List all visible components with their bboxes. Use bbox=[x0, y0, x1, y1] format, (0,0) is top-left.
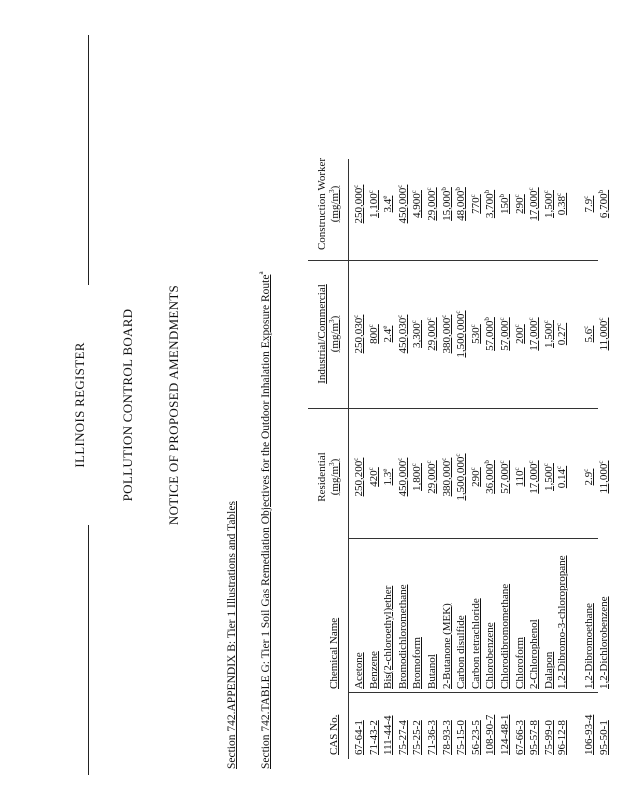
table-title bbox=[257, 271, 272, 769]
chemical-name-cell: Carbon tetrachloride bbox=[469, 598, 482, 689]
residential-value-cell: 1,500,000$^c$ bbox=[454, 453, 468, 501]
industrial-value-cell: 57,000$^c$ bbox=[498, 317, 511, 351]
residential-value-cell: 450,000$^c$ bbox=[395, 457, 409, 497]
table-row bbox=[454, 159, 469, 759]
construction-value-cell: 450,000$^c$ bbox=[395, 184, 409, 224]
table-row bbox=[597, 159, 612, 759]
construction-value-cell: 48,000$^b$ bbox=[454, 187, 468, 221]
table-row bbox=[556, 159, 582, 759]
table-title-footnote: a bbox=[257, 271, 265, 275]
construction-value-cell: 29,000$^c$ bbox=[425, 187, 438, 221]
cas-number-cell: 124-48-1 bbox=[499, 714, 511, 755]
table-row bbox=[352, 159, 367, 759]
column-header-chemical-name: Chemical Name bbox=[328, 617, 340, 689]
industrial-value-cell: 530$^c$ bbox=[468, 324, 482, 344]
chemical-name-cell: Butanol bbox=[426, 654, 438, 689]
cas-number-cell: 75-27-4 bbox=[396, 720, 409, 755]
construction-value-cell: 7.9$^c$ bbox=[582, 195, 596, 213]
chemical-name-cell: 1,2-Dichlorobenzene bbox=[598, 596, 610, 689]
cas-number-cell: 67-64-1 bbox=[353, 720, 365, 755]
construction-value-cell: 15,000$^b$ bbox=[439, 187, 453, 221]
chemical-name-cell: Bromodichloromethane bbox=[396, 584, 409, 689]
table-row bbox=[469, 159, 484, 759]
cas-number-cell: 75-99-0 bbox=[542, 720, 555, 755]
cas-number-cell: 95-50-1 bbox=[598, 720, 610, 755]
construction-value-cell: 17,000$^c$ bbox=[527, 187, 541, 221]
cas-number-cell: 108-90-7 bbox=[484, 714, 497, 755]
industrial-value-cell: 57,000$^b$ bbox=[483, 317, 497, 351]
residential-value-cell: 57,000$^c$ bbox=[498, 460, 511, 494]
chemical-name-cell: Carbon disulfide bbox=[455, 615, 468, 689]
chemical-name-cell: 2-Butanone (MEK) bbox=[440, 603, 453, 689]
residential-value-cell: 11,000$^c$ bbox=[597, 460, 610, 494]
cas-number-cell: 56-23-5 bbox=[469, 720, 482, 755]
residential-value-cell: 17,000$^c$ bbox=[527, 460, 541, 494]
industrial-value-cell: 17,000$^c$ bbox=[527, 317, 541, 351]
table-row bbox=[498, 159, 513, 759]
section-heading bbox=[226, 501, 238, 769]
table-row bbox=[367, 159, 382, 759]
construction-value-cell: 3.4e bbox=[381, 195, 395, 213]
residential-value-cell: 110$^c$ bbox=[512, 467, 526, 487]
residential-value-cell: 36,000$^b$ bbox=[483, 460, 497, 494]
construction-value-cell: 0.38$^c$ bbox=[555, 192, 569, 216]
residential-value-cell: 0.14$^c$ bbox=[555, 465, 569, 489]
residential-value-cell: 380,000$^c$ bbox=[439, 457, 453, 497]
table-row bbox=[582, 159, 597, 759]
cas-number-cell: 71-36-3 bbox=[426, 720, 438, 755]
construction-value-cell: 1,500$^c$ bbox=[541, 190, 555, 218]
industrial-value-cell: 250,030$^c$ bbox=[352, 314, 365, 354]
construction-value-cell: 6,700$^b$ bbox=[597, 189, 610, 219]
cas-number-cell: 78-93-3 bbox=[440, 720, 453, 755]
construction-value-cell: 770$^c$ bbox=[468, 194, 482, 214]
chemical-name-cell: 2-Chlorophenol bbox=[528, 619, 541, 689]
construction-value-cell: 250,000$^c$ bbox=[352, 184, 365, 224]
construction-value-cell: 3,700$^b$ bbox=[483, 189, 497, 219]
chemical-name-cell: 1,2-Dibromo-3-chloropropane bbox=[556, 555, 569, 689]
chemical-name-cell: Chlorodibromomethane bbox=[499, 583, 511, 689]
industrial-value-cell: 800$^c$ bbox=[366, 324, 380, 344]
industrial-value-cell: 450,030$^c$ bbox=[395, 314, 409, 354]
register-title: ILLINOIS REGISTER bbox=[72, 342, 87, 468]
industrial-value-cell: 5.6$^c$ bbox=[582, 325, 596, 343]
industrial-value-cell: 380,000$^c$ bbox=[439, 314, 453, 354]
chemical-name-cell: Chloroform bbox=[513, 637, 526, 689]
chemical-name-cell: Acetone bbox=[353, 652, 365, 689]
industrial-value-cell: 200$^c$ bbox=[512, 324, 526, 344]
header-rule bbox=[348, 159, 349, 759]
column-header-industrial: Industrial/Commercial $(mg/m^3)$ bbox=[316, 284, 341, 384]
residential-value-cell: 1,500$^c$ bbox=[541, 463, 555, 491]
table-row bbox=[542, 159, 557, 759]
section-heading-text: Section 742.APPENDIX B: Tier 1 Illustrations and Tables bbox=[226, 501, 238, 769]
cas-number-cell: 95-57-8 bbox=[528, 720, 541, 755]
rotated-page-content bbox=[54, 35, 610, 775]
residential-value-cell: 420$^c$ bbox=[366, 467, 380, 487]
cas-number-cell: 106-93-4 bbox=[583, 714, 596, 755]
chemical-name-cell: 1,2-Dibromoethane bbox=[583, 603, 596, 689]
cas-number-cell: 75-25-2 bbox=[411, 720, 424, 755]
cas-number-cell: 75-15-0 bbox=[455, 720, 468, 755]
construction-value-cell: 290$^c$ bbox=[512, 194, 526, 214]
chemical-name-cell: Benzene bbox=[367, 651, 380, 689]
column-header-construction: Construction Worker $(mg/m^3)$ bbox=[316, 157, 341, 251]
cas-number-cell: 71-43-2 bbox=[367, 720, 380, 755]
industrial-value-cell: 2.4e bbox=[381, 325, 395, 343]
cas-number-cell: 96-12-8 bbox=[556, 720, 569, 755]
residential-value-cell: 2.9$^c$ bbox=[582, 468, 596, 486]
table-row bbox=[396, 159, 411, 759]
residential-value-cell: 250,200$^c$ bbox=[352, 457, 365, 497]
residential-value-cell: 1,800$^c$ bbox=[410, 463, 424, 491]
table-row bbox=[527, 159, 542, 759]
column-header-cas: CAS No. bbox=[328, 714, 340, 755]
industrial-value-cell: 0.27$^c$ bbox=[555, 322, 569, 346]
table-row bbox=[440, 159, 455, 759]
residential-value-cell: 1.3e bbox=[381, 468, 395, 486]
table-title-text: Section 742.TABLE G: Tier 1 Soil Gas Remediation Objectives for the Outdoor Inhalation Exposure Route bbox=[260, 274, 272, 769]
construction-value-cell: 4,900$^c$ bbox=[410, 190, 424, 218]
chemical-name-cell: Dalapon bbox=[542, 651, 555, 689]
column-header-residential: Residential $(mg/m^3)$ bbox=[316, 452, 341, 502]
cas-number-cell: 67-66-3 bbox=[513, 720, 526, 755]
industrial-value-cell: 1,500$^c$ bbox=[541, 320, 555, 348]
chemical-name-cell: Chlorobenzene bbox=[484, 622, 497, 689]
residential-value-cell: 29,000$^c$ bbox=[425, 460, 438, 494]
notice-title: NOTICE OF PROPOSED AMENDMENTS bbox=[166, 284, 181, 526]
table-row bbox=[381, 159, 396, 759]
table-row bbox=[410, 159, 425, 759]
cas-number-cell: 111-44-4 bbox=[382, 715, 395, 755]
residential-value-cell: 290$^c$ bbox=[468, 467, 482, 487]
industrial-value-cell: 11,000$^c$ bbox=[597, 317, 610, 351]
chemical-name-cell: Bromoform bbox=[411, 637, 424, 689]
table-row bbox=[425, 159, 440, 759]
industrial-value-cell: 3,300$^c$ bbox=[410, 320, 424, 348]
industrial-value-cell: 1,500,000$^c$ bbox=[454, 310, 468, 358]
chemical-name-cell: Bis(2-chloroethyl)ether bbox=[382, 585, 395, 689]
industrial-value-cell: 29,000$^c$ bbox=[425, 317, 438, 351]
construction-value-cell: 150$^b$ bbox=[498, 194, 511, 214]
header-rule-right bbox=[88, 35, 89, 285]
table-row bbox=[483, 159, 498, 759]
header-rule-left bbox=[88, 525, 89, 775]
table-row bbox=[513, 159, 528, 759]
construction-value-cell: 1,100$^c$ bbox=[366, 190, 380, 218]
board-title: POLLUTION CONTROL BOARD bbox=[120, 308, 135, 502]
